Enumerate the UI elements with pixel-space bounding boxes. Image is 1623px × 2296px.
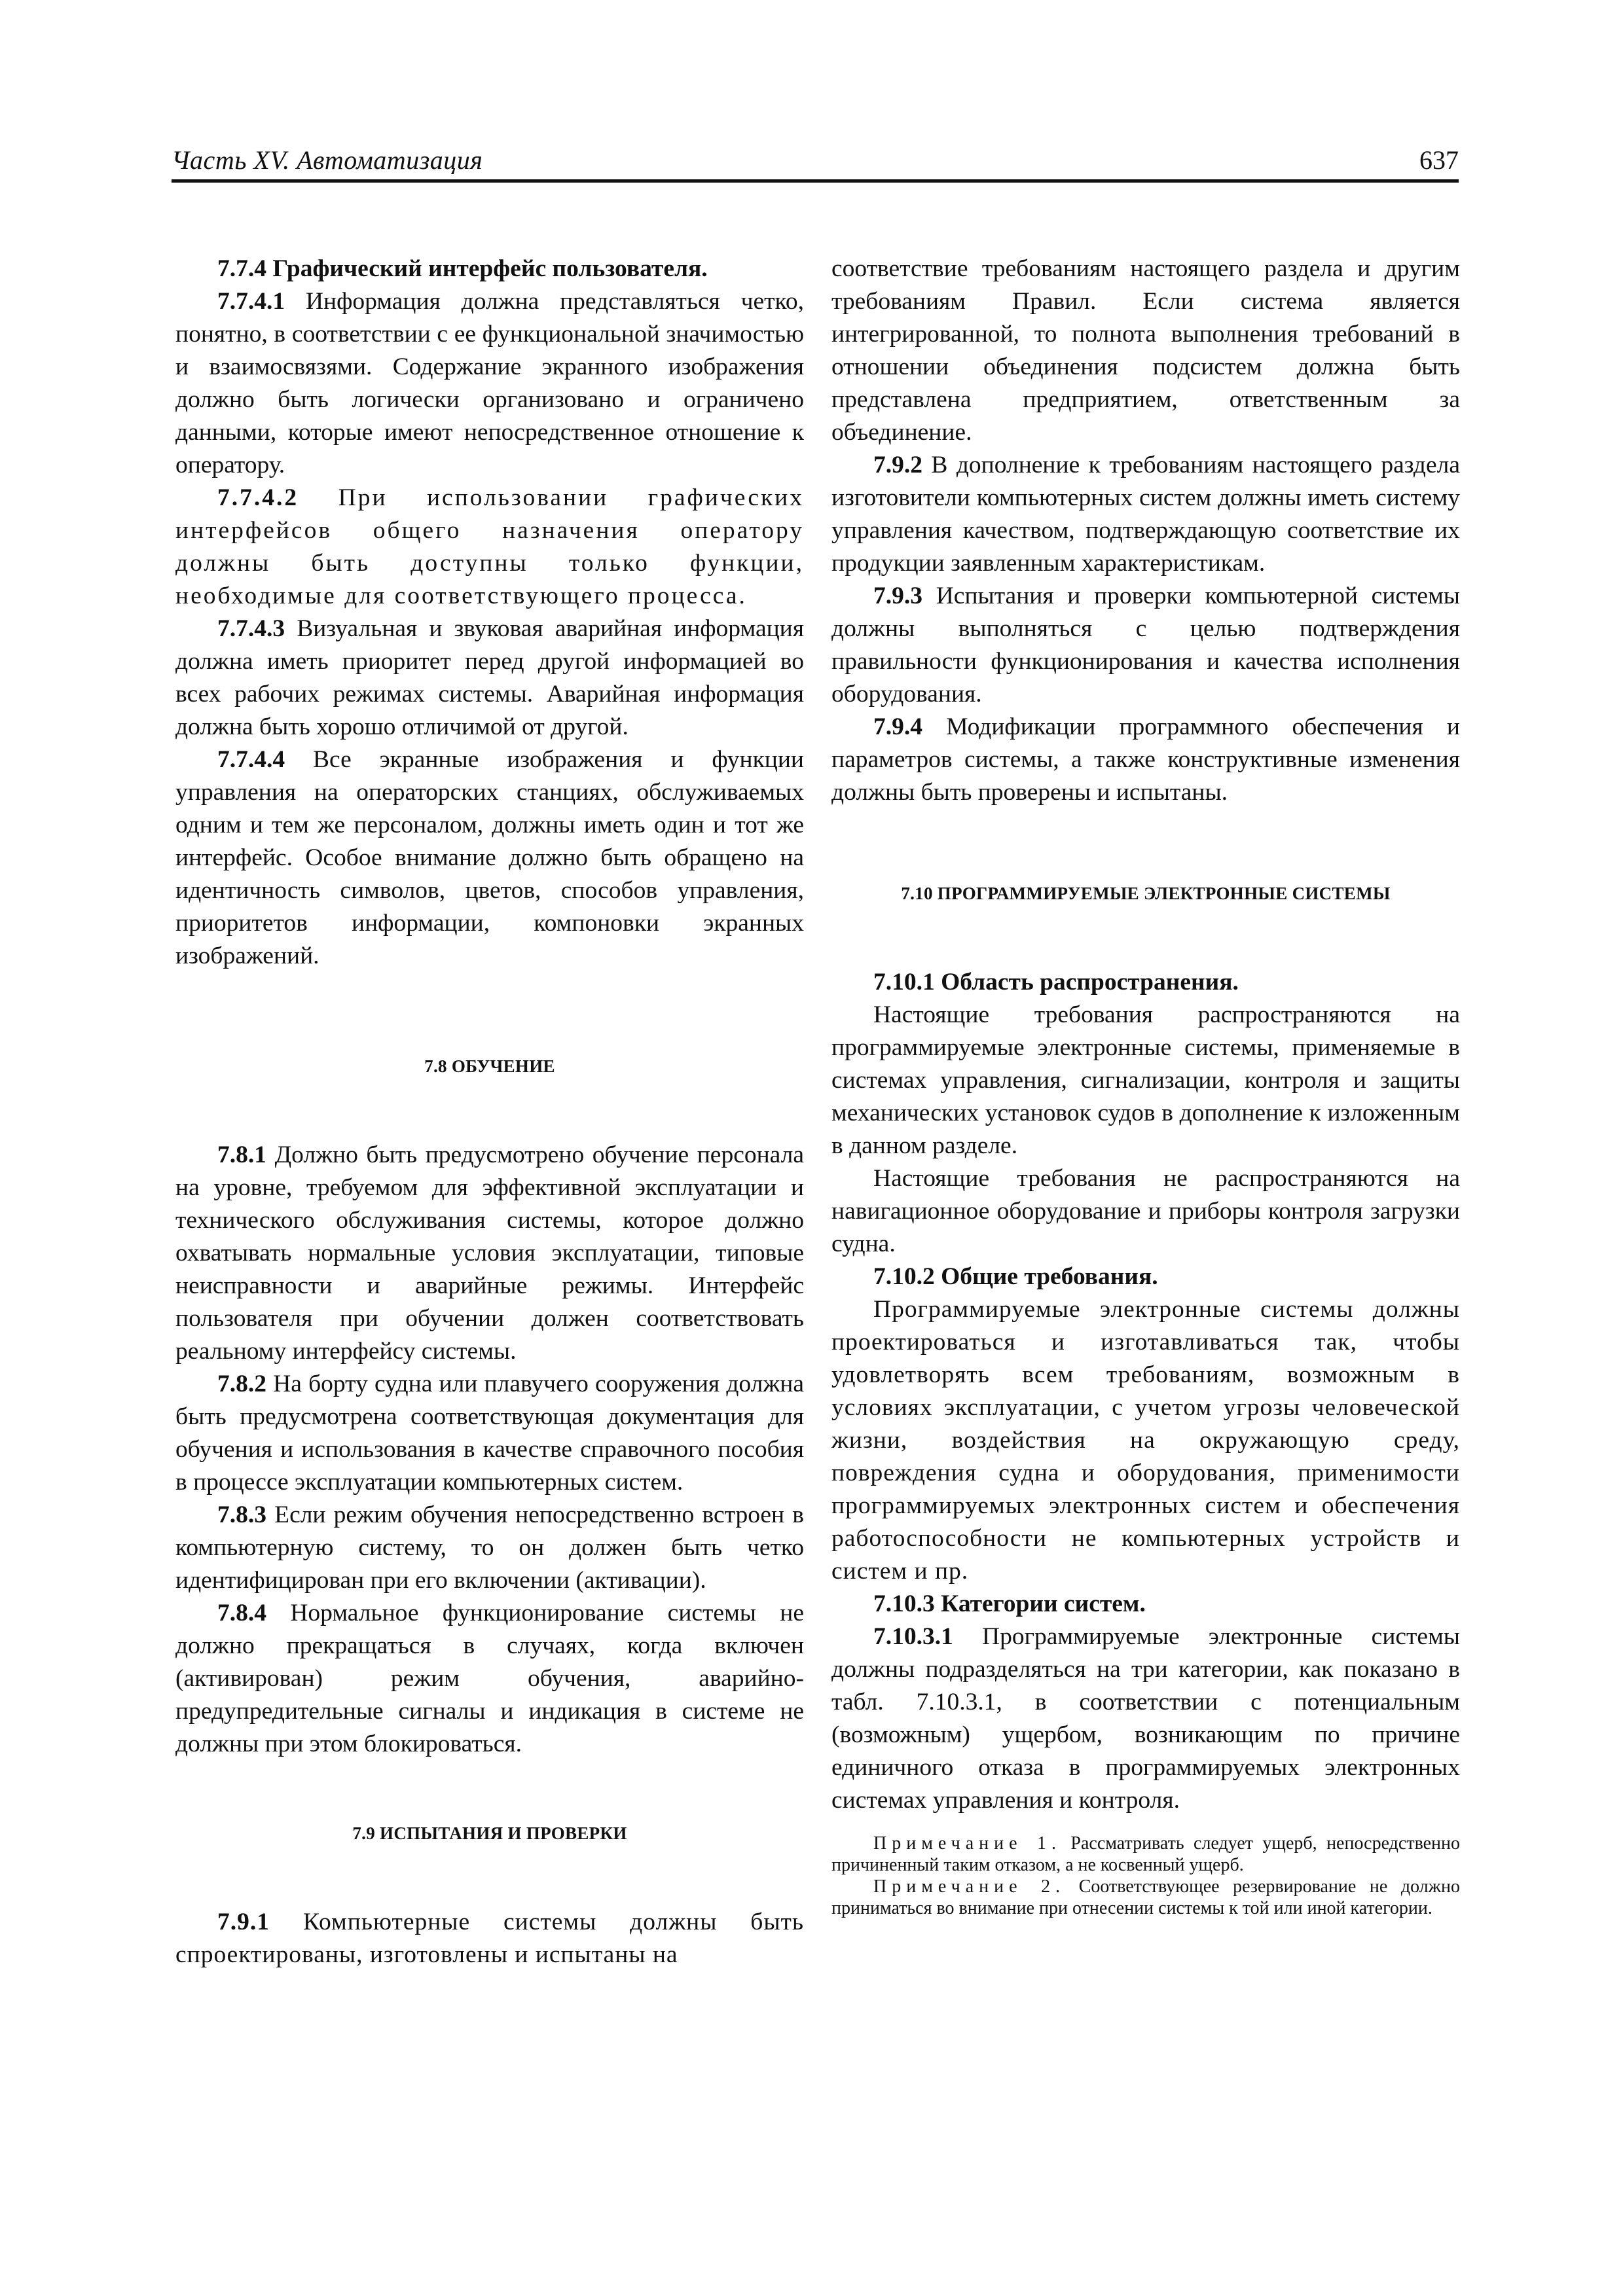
paragraph-7-10-3-1 <box>831 1621 1460 1817</box>
paragraph-7-9-1 <box>175 1906 804 1971</box>
paragraph-7-8-1 <box>175 1139 804 1368</box>
note-1 <box>831 1833 1460 1876</box>
paragraph-7-8-2 <box>175 1368 804 1499</box>
paragraph-text: Компьютерные системы должны быть спроектированы, изготовлены и испытаны на <box>175 1909 805 1968</box>
paragraph-number: 7.10.3.1 <box>873 1623 953 1650</box>
paragraph-7-9-3 <box>831 580 1460 711</box>
paragraph-text: Нормальное функционирование системы не должно прекращаться в случаях, когда включен (активирован) режим обучения, аварийно-предупредительные сигналы и индикация в системе не должны при этом блокироваться. <box>175 1600 805 1757</box>
running-header <box>172 143 1459 183</box>
paragraph-7-10-1-b: Настоящие требования не распространяются на навигационное оборудование и приборы контроля загрузки судна. <box>831 1165 1460 1257</box>
paragraph-number: 7.9.3 <box>873 583 922 609</box>
paragraph-text: Все экранные изображения и функции управления на операторских станциях, обслуживаемых одним и тем же персоналом, должны иметь один и тот же интерфейс. Особое внимание должно быть обращено на идентичность символов, цветов, способов управления, приоритетов информации, компоновки экранных изображений. <box>175 746 805 969</box>
note-text: Соответствующее резервирование не должно приниматься во внимание при отнесении системы к той или иной категории. <box>831 1876 1461 1918</box>
paragraph-number: 7.7.4.4 <box>217 746 285 773</box>
heading-7-7-4: 7.7.4 Графический интерфейс пользователя. <box>217 255 708 282</box>
paragraph-text: На борту судна или плавучего сооружения должна быть предусмотрена соответствующая документация для обучения и использования в качестве справочного пособия в процессе эксплуатации компьютерных систем. <box>175 1371 804 1496</box>
paragraph-text: При использовании графических интерфейсов общего назначения оператору должны быть доступны только функции, необходимые для соответствующего процесса. <box>175 484 804 609</box>
paragraph-text: Должно быть предусмотрено обучение персонала на уровне, требуемом для эффективной эксплуатации и технического обслуживания системы, которое должно охватывать нормальные условия эксплуатации, типовые неисправности и аварийные режимы. Интерфейс пользователя при обучении должен соответствовать реальному интерфейсу системы. <box>175 1141 804 1365</box>
heading-7-10-3: 7.10.3 Категории систем. <box>873 1590 1146 1617</box>
note-text: Рассматривать следует ущерб, непосредственно причиненный таким отказом, а не косвенный ущерб. <box>831 1833 1461 1875</box>
paragraph-7-10-2: Программируемые электронные системы должны проектироваться и изготавливаться так, чтобы удовлетворять всем требованиям, возможным в условиях эксплуатации, с учетом угрозы человеческой жизни, воздействия на окружающую среду, повреждения судна и оборудования, применимости программируемых электронных систем и обеспечения работоспособности не компьютерных устройств и систем и пр. <box>831 1296 1460 1585</box>
section-title-7-8: 7.8 ОБУЧЕНИЕ <box>424 1056 555 1076</box>
paragraph-number: 7.9.2 <box>873 452 922 478</box>
paragraph-number: 7.9.1 <box>217 1909 270 1935</box>
running-header-title: Часть XV. Автоматизация <box>172 145 483 175</box>
paragraph-text: Модификации программного обеспечения и параметров системы, а также конструктивные изменения должны быть проверены и испытаны. <box>831 713 1460 806</box>
left-column <box>175 253 804 1971</box>
paragraph-7-7-4-1 <box>175 285 804 482</box>
paragraph-7-8-3 <box>175 1499 804 1597</box>
paragraph-7-9-1-continued: соответствие требованиям настоящего раздела и другим требованиям Правил. Если система является интегрированной, то полнота выполнения требований в отношении объединения подсистем должна быть представлена предприятием, ответственным за объединение. <box>831 255 1460 446</box>
paragraph-number: 7.7.4.2 <box>217 484 299 511</box>
page-number: 637 <box>1419 145 1459 175</box>
paragraph-7-7-4-4 <box>175 744 804 973</box>
paragraph-number: 7.7.4.1 <box>217 288 285 315</box>
paragraph-7-10-1-a: Настоящие требования распространяются на программируемые электронные системы, применяемые в системах управления, сигнализации, контроля и защиты механических установок судов в дополнение к изложенным в данном разделе. <box>831 1001 1460 1159</box>
paragraph-7-8-4 <box>175 1597 804 1761</box>
paragraph-number: 7.8.2 <box>217 1371 266 1397</box>
paragraph-7-7-4-2 <box>175 482 804 613</box>
paragraph-number: 7.8.4 <box>217 1600 266 1626</box>
paragraph-number: 7.9.4 <box>873 713 922 740</box>
note-2 <box>831 1876 1460 1919</box>
paragraph-number: 7.7.4.3 <box>217 615 285 642</box>
heading-7-10-1: 7.10.1 Область распространения. <box>873 969 1239 996</box>
paragraph-text: Информация должна представляться четко, понятно, в соответствии с ее функциональной значимостью и взаимосвязями. Содержание экранного изображения должно быть логически организовано и ограничено данными, которые имеют непосредственное отношение к оператору. <box>175 288 804 478</box>
paragraph-7-7-4-3 <box>175 613 804 744</box>
right-column <box>831 253 1460 1919</box>
paragraph-number: 7.8.3 <box>217 1501 266 1528</box>
paragraph-text: В дополнение к требованиям настоящего раздела изготовители компьютерных систем должны иметь систему управления качеством, подтверждающую соответствие их продукции заявленным характеристикам. <box>831 452 1461 577</box>
section-title-7-9: 7.9 ИСПЫТАНИЯ И ПРОВЕРКИ <box>352 1823 627 1843</box>
paragraph-7-9-4 <box>831 711 1460 809</box>
paragraph-number: 7.8.1 <box>217 1141 266 1168</box>
note-label: Примечание 2. <box>873 1876 1066 1897</box>
paragraph-text: Визуальная и звуковая аварийная информация должна иметь приоритет перед другой информацией во всех рабочих режимах системы. Аварийная информация должна быть хорошо отличимой от другой. <box>175 615 804 740</box>
heading-7-10-2: 7.10.2 Общие требования. <box>873 1263 1158 1290</box>
paragraph-text: Испытания и проверки компьютерной системы должны выполняться с целью подтверждения правильности функционирования и качества исполнения оборудования. <box>831 583 1460 708</box>
paragraph-7-9-2 <box>831 449 1460 580</box>
section-title-7-10: 7.10 ПРОГРАММИРУЕМЫЕ ЭЛЕКТРОННЫЕ СИСТЕМЫ <box>901 884 1391 903</box>
paragraph-text: Если режим обучения непосредственно встроен в компьютерную систему, то он должен быть четко идентифицирован при его включении (активации). <box>175 1501 804 1594</box>
paragraph-text: Программируемые электронные системы должны подразделяться на три категории, как показано в табл. 7.10.3.1, в соответствии с потенциальным (возможным) ущербом, возникающим по причине единичного отказа в программируемых электронных системах управления и контроля. <box>831 1623 1460 1814</box>
note-label: Примечание 1. <box>873 1833 1061 1854</box>
